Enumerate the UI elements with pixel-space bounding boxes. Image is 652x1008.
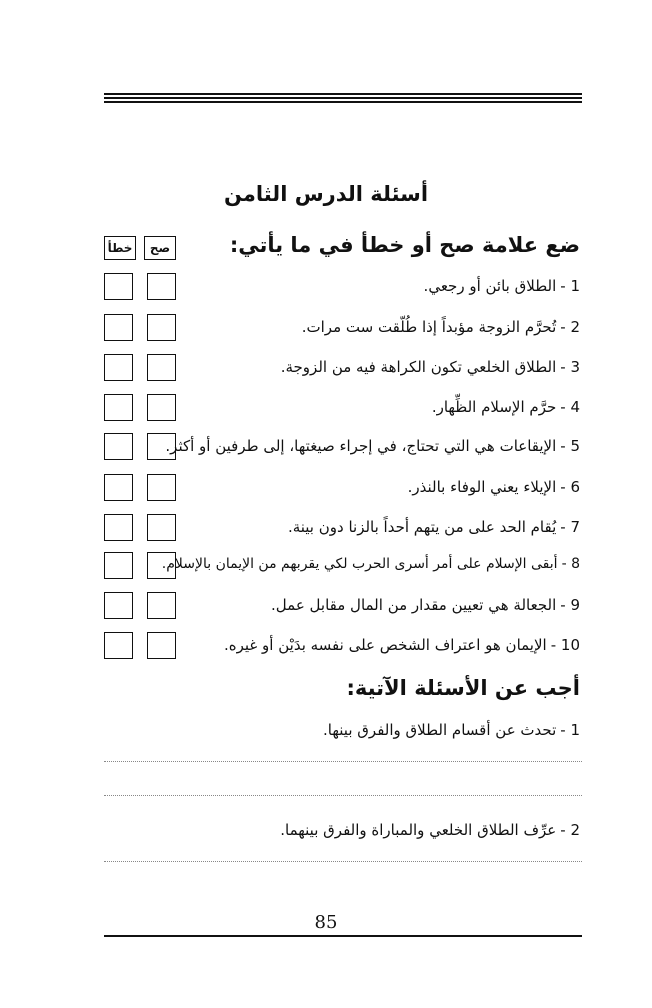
essay-question: 1 -تحدث عن أقسام الطلاق والفرق بينها. (323, 721, 580, 739)
tf-question: 9 -الجعالة هي تعيين مقدار من المال مقابل عمل. (271, 596, 580, 614)
footer-rule (104, 935, 582, 937)
answer-questions-heading: أجب عن الأسئلة الآتية: (346, 676, 580, 700)
true-checkbox[interactable] (147, 314, 176, 341)
answer-line[interactable] (104, 795, 582, 796)
true-checkbox[interactable] (147, 273, 176, 300)
true-checkbox[interactable] (147, 514, 176, 541)
true-checkbox[interactable] (147, 394, 176, 421)
tf-question: 2 -تُحرَّم الزوجة مؤبداً إذا طُلّقت ست مرات. (301, 318, 580, 336)
false-checkbox[interactable] (104, 314, 133, 341)
false-checkbox[interactable] (104, 433, 133, 460)
tf-question: 3 -الطلاق الخلعي تكون الكراهة فيه من الزوجة. (280, 358, 580, 376)
false-checkbox[interactable] (104, 273, 133, 300)
true-checkbox[interactable] (147, 592, 176, 619)
answer-line[interactable] (104, 861, 582, 862)
page-number: 85 (314, 912, 338, 933)
tf-question: 5 -الإيقاعات هي التي تحتاج، في إجراء صيغتها، إلى طرفين أو أكثر. (165, 437, 580, 455)
answer-line[interactable] (104, 761, 582, 762)
tf-question: 10 -الإيمان هو اعتراف الشخص على نفسه بدَيْن أو غيره. (224, 636, 580, 654)
tf-question: 4 -حرَّم الإسلام الظِّهار. (431, 398, 580, 416)
false-checkbox[interactable] (104, 474, 133, 501)
true-column-label: صح (144, 236, 176, 260)
true-checkbox[interactable] (147, 354, 176, 381)
essay-question: 2 -عرِّف الطلاق الخلعي والمباراة والفرق بينهما. (280, 821, 580, 839)
false-checkbox[interactable] (104, 632, 133, 659)
tf-question: 8 -أبقى الإسلام على أمر أسرى الحرب لكي يقربهم من الإيمان بالإسلام. (161, 556, 580, 572)
false-checkbox[interactable] (104, 592, 133, 619)
true-checkbox[interactable] (147, 474, 176, 501)
false-checkbox[interactable] (104, 394, 133, 421)
false-checkbox[interactable] (104, 514, 133, 541)
false-column-label: خطأ (104, 236, 136, 260)
header-rule (104, 93, 582, 105)
true-checkbox[interactable] (147, 632, 176, 659)
false-checkbox[interactable] (104, 354, 133, 381)
tf-question: 7 -يُقام الحد على من يتهم أحداً بالزنا دون بينة. (287, 518, 580, 536)
false-checkbox[interactable] (104, 552, 133, 579)
lesson-title: أسئلة الدرس الثامن (223, 182, 429, 206)
true-false-heading: ضع علامة صح أو خطأ في ما يأتي: (229, 233, 580, 257)
tf-question: 1 -الطلاق بائن أو رجعي. (423, 277, 580, 295)
tf-question: 6 -الإيلاء يعني الوفاء بالنذر. (407, 478, 580, 496)
